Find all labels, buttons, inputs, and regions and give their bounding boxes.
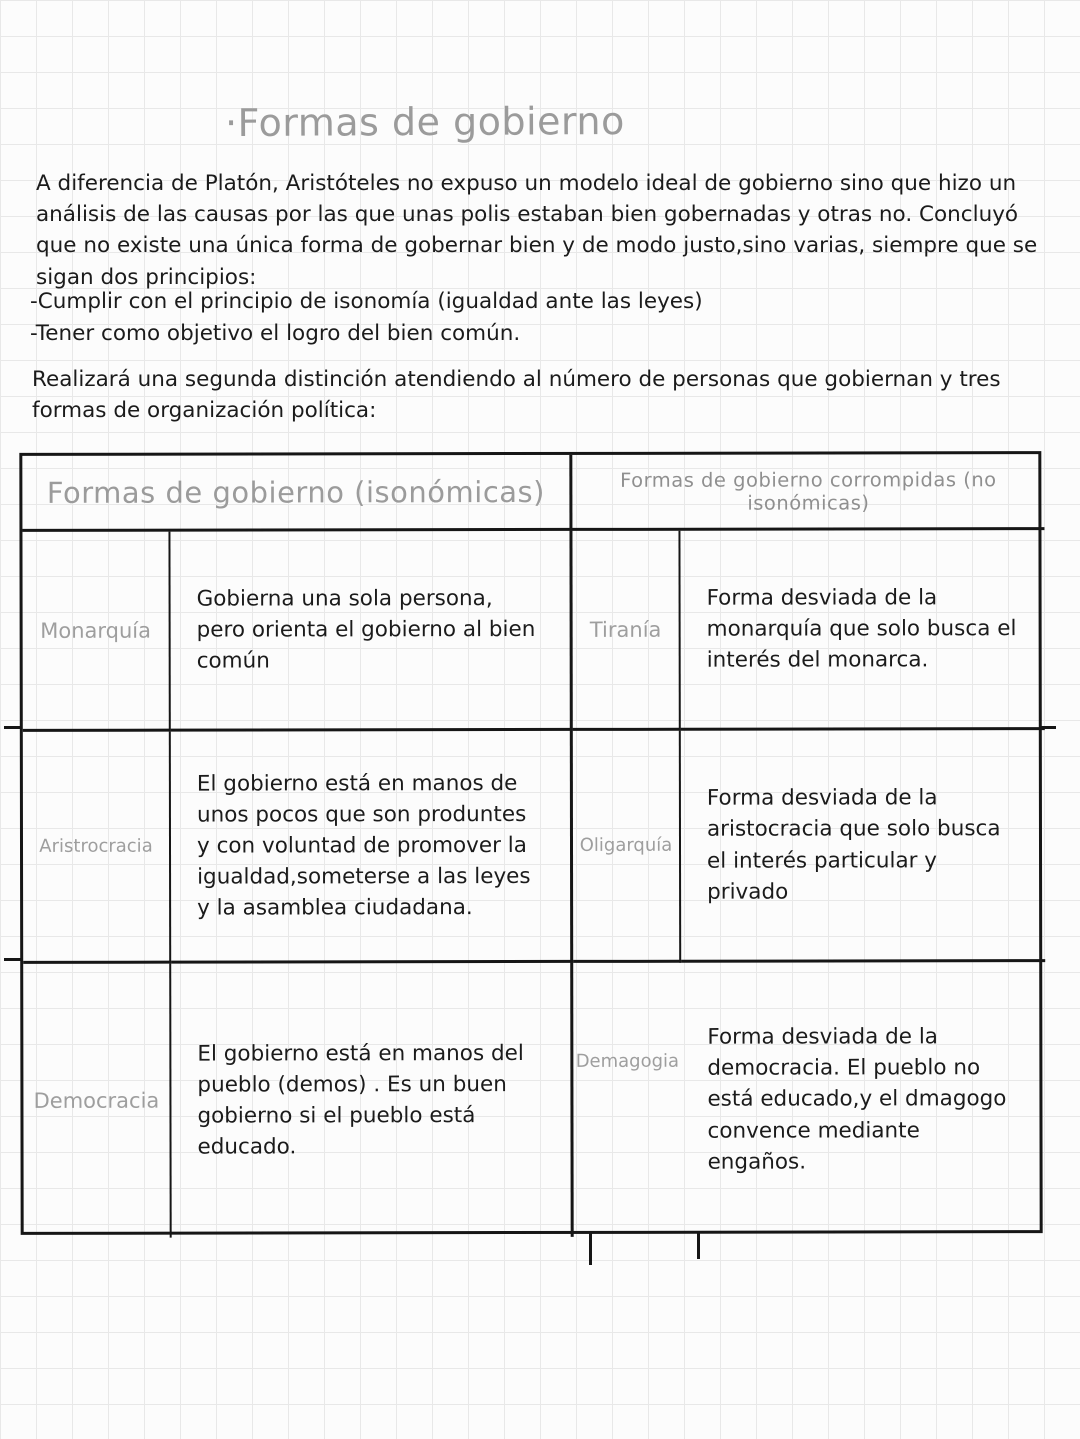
line-overshoot-vertical-1	[589, 1233, 592, 1265]
line-overshoot-horizontal-3	[1040, 726, 1056, 729]
government-forms-table	[19, 451, 1042, 1235]
term-tirania: Tiranía	[572, 531, 680, 731]
desc-tirania: Forma desviada de la monarquía que solo busca el interés del monarca.	[680, 530, 1044, 731]
distinction-paragraph: Realizará una segunda distinción atendiendo al número de personas que gobiernan y tres formas de organización política:	[32, 367, 1001, 424]
principle-item-bien-comun: -Tener como objetivo el logro del bien común.	[30, 321, 521, 347]
page-title: ·Formas de gobierno	[224, 98, 625, 146]
line-overshoot-vertical-2	[697, 1233, 700, 1259]
desc-monarquia: Gobierna una sola persona, pero orienta el gobierno al bien común	[170, 531, 572, 732]
corrupted-forms-header: Formas de gobierno corrompidas (no isonómicas)	[572, 454, 1044, 531]
principles-list	[30, 286, 1030, 351]
term-oligarquia: Oligarquía	[573, 731, 681, 963]
desc-demagogia: Forma desviada de la democracia. El pueblo no está educado,y el dmagogo convence mediante engaños.	[707, 1024, 1007, 1175]
desc-democracia: El gobierno está en manos del pueblo (demos) . Es un buen gobierno si el pueblo está educado.	[171, 963, 573, 1238]
desc-oligarquia: Forma desviada de la aristocracia que solo busca el interés particular y privado	[681, 730, 1045, 963]
isonomic-forms-header: Formas de gobierno (isonómicas)	[22, 455, 572, 532]
line-overshoot-horizontal-2	[4, 958, 22, 961]
intro-paragraph: A diferencia de Platón, Aristóteles no expuso un modelo ideal de gobierno sino que hizo un análisis de las causas por las que unas polis estaban bien gobernadas y otras no. Concluyó que no existe una única forma de gobernar bien y de modo justo,sino varias, siempre que se sigan dos principios:	[36, 171, 1038, 290]
term-democracia: Democracia	[23, 964, 171, 1238]
term-monarquia: Monarquía	[22, 532, 170, 732]
desc-aristrocracia: El gobierno está en manos de unos pocos que son produntes y con voluntad de promover la igualdad,someterse a las leyes y la asamblea ciudadana.	[171, 731, 573, 964]
term-aristrocracia: Aristrocracia	[23, 732, 171, 964]
line-overshoot-horizontal-1	[4, 726, 22, 729]
principle-item-isonomia: -Cumplir con el principio de isonomía (igualdad ante las leyes)	[30, 289, 703, 314]
term-demagogia: Demagogia	[575, 1050, 680, 1072]
